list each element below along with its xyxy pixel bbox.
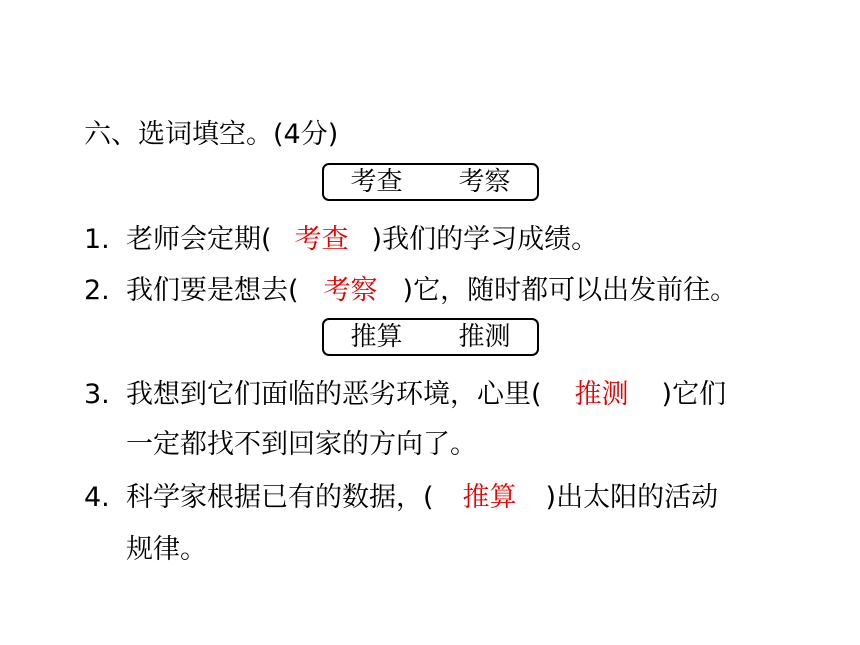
question-text-before: 老师会定期( xyxy=(126,224,272,255)
question-3-continuation: 一定都找不到回家的方向了。 xyxy=(126,429,477,460)
question-number: 1. xyxy=(84,224,110,255)
word-option: 考查 xyxy=(350,167,403,197)
question-4 xyxy=(84,481,718,515)
question-1 xyxy=(84,223,598,257)
question-3 xyxy=(84,378,726,412)
question-text-before: 我想到它们面临的恶劣环境，心里( xyxy=(126,379,542,410)
word-option: 考察 xyxy=(458,167,511,197)
answer-text: 考查 xyxy=(294,224,349,255)
word-option: 推算 xyxy=(350,322,403,352)
section-title: 六、选词填空。(4分) xyxy=(84,119,339,150)
question-text-after: )我们的学习成绩。 xyxy=(371,224,599,255)
question-text-before: 科学家根据已有的数据，( xyxy=(126,482,434,513)
word-box-2 xyxy=(322,318,539,356)
question-text-after: )它们 xyxy=(661,379,727,410)
word-box-1 xyxy=(322,163,539,201)
question-number: 3. xyxy=(84,379,110,410)
question-2 xyxy=(84,274,737,308)
answer-text: 推测 xyxy=(574,379,629,410)
question-text-after: )出太阳的活动 xyxy=(545,482,719,513)
answer-text: 推算 xyxy=(462,482,517,513)
question-text-before: 我们要是想去( xyxy=(126,275,299,306)
question-text-after: )它，随时都可以出发前往。 xyxy=(402,275,738,306)
question-number: 4. xyxy=(84,482,110,513)
question-number: 2. xyxy=(84,275,110,306)
word-option: 推测 xyxy=(458,322,511,352)
question-4-continuation: 规律。 xyxy=(126,534,207,565)
answer-text: 考察 xyxy=(323,275,378,306)
